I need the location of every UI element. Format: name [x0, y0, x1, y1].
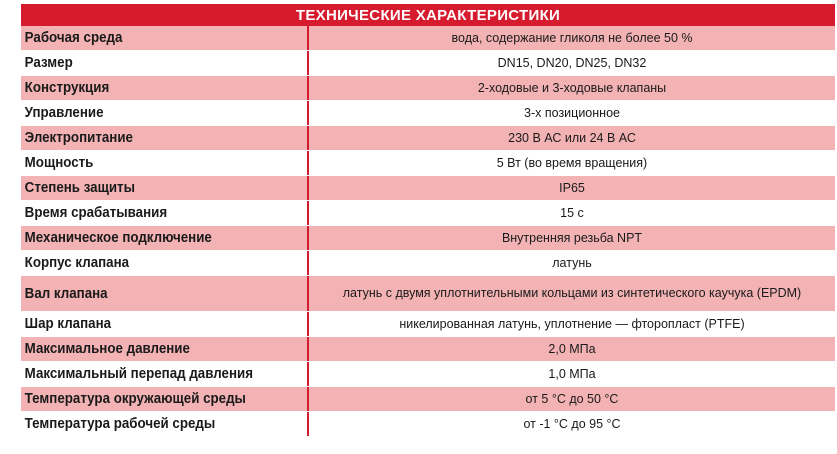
table-row: [21, 312, 835, 337]
row-label: Конструкция: [24, 80, 110, 96]
table-row: [21, 51, 835, 76]
row-value: DN15, DN20, DN25, DN32: [497, 55, 647, 70]
table-row: [21, 176, 835, 201]
row-label: Корпус клапана: [24, 255, 130, 271]
row-label: Вал клапана: [24, 285, 108, 302]
row-value: 1,0 МПа: [548, 366, 596, 381]
row-value: никелированная латунь, уплотнение — фторопласт (PTFE): [399, 316, 745, 331]
table-row: [21, 337, 835, 362]
row-label: Максимальный перепад давления: [24, 366, 254, 382]
row-label: Степень защиты: [24, 180, 135, 196]
table-row: [21, 26, 835, 51]
spec-table: [21, 26, 835, 437]
table-row: [21, 201, 835, 226]
row-label: Управление: [24, 105, 104, 121]
table-row: [21, 76, 835, 101]
table-title: ТЕХНИЧЕСКИЕ ХАРАКТЕРИСТИКИ: [21, 4, 835, 26]
row-label: Механическое подключение: [24, 230, 212, 246]
row-label: Электропитание: [24, 130, 133, 146]
table-row: [21, 226, 835, 251]
row-label: Рабочая среда: [24, 30, 123, 46]
table-row: [21, 387, 835, 412]
row-label: Время срабатывания: [24, 205, 168, 221]
row-label: Мощность: [24, 155, 94, 171]
table-row: [21, 126, 835, 151]
row-value: Внутренняя резьба NPT: [501, 230, 643, 245]
row-value: 2-ходовые и 3-ходовые клапаны: [477, 80, 667, 95]
table-row: [21, 362, 835, 387]
table-row: [21, 151, 835, 176]
row-value: 230 В АС или 24 В АС: [508, 130, 636, 145]
table-row: [21, 276, 835, 312]
row-label: Максимальное давление: [24, 341, 190, 357]
row-value: латунь: [552, 255, 592, 270]
table-row: [21, 251, 835, 276]
row-value: 3-х позиционное: [524, 105, 620, 120]
row-value: 15 с: [560, 205, 584, 220]
row-value: латунь с двумя уплотнительными кольцами из синтетического каучука (EPDM): [342, 286, 802, 300]
row-value: от -1 °С до 95 °С: [523, 416, 621, 431]
row-label: Размер: [24, 55, 73, 71]
row-label: Температура окружающей среды: [24, 391, 246, 407]
table-row: [21, 101, 835, 126]
row-value: IP65: [559, 180, 585, 195]
table-row: [21, 412, 835, 437]
row-value: от 5 °С до 50 °С: [525, 391, 619, 406]
row-label: Температура рабочей среды: [24, 416, 216, 432]
row-value: 2,0 МПа: [548, 341, 596, 356]
row-value: вода, содержание гликоля не более 50 %: [451, 30, 693, 45]
row-label: Шар клапана: [24, 316, 112, 332]
row-value: 5 Вт (во время вращения): [496, 155, 648, 170]
